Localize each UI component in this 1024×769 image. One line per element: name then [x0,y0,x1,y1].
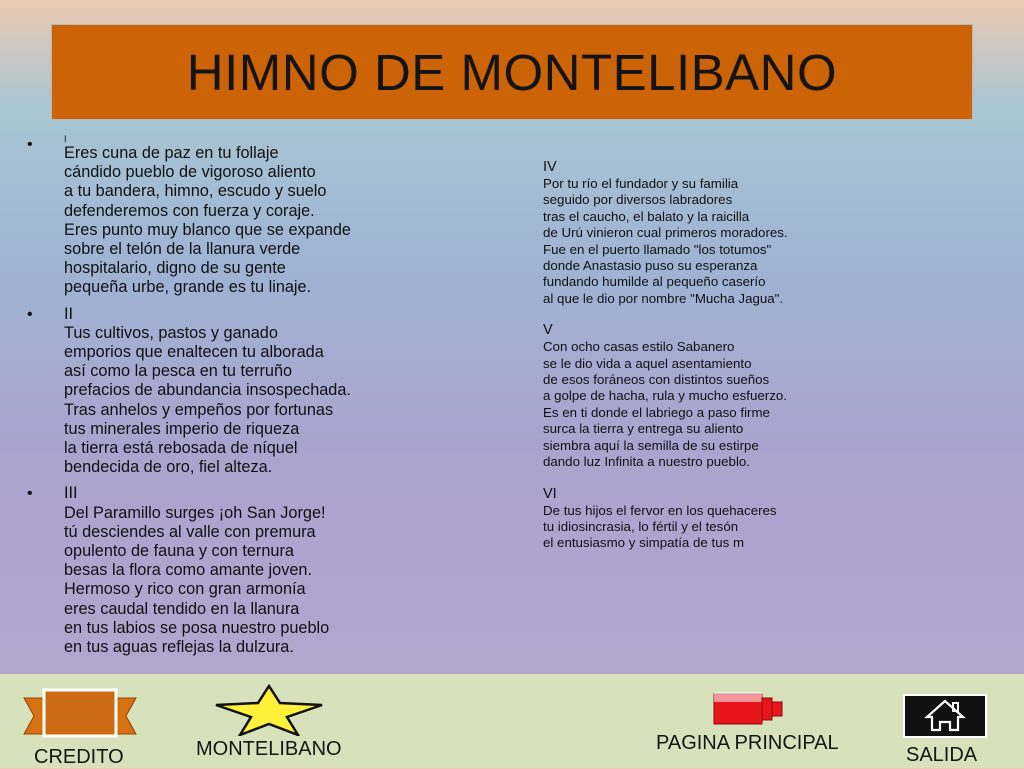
stanza-line: dando luz Infinita a nuestro pueblo. [543,454,750,470]
stanza-line: de Urú vinieron cual primeros moradores. [543,225,788,241]
stanza-line: defenderemos con fuerza y coraje. [64,201,315,220]
stanza-number: II [64,304,74,323]
monitor-icon [22,684,138,746]
stanza-number: IV [543,159,557,175]
stanza-line: De tus hijos el fervor en los quehaceres [543,502,777,518]
bullet: • [27,136,33,153]
star-icon [214,684,324,736]
stanza-number: V [543,322,553,339]
stanza-line: emporios que enaltecen tu alborada [64,343,324,362]
stanza-line: al que le dio por nombre "Mucha Jagua". [543,290,784,306]
stanza-line: se le dio vida a aquel asentamiento [543,355,752,371]
stanza-line: Por tu río el fundador y su familia [543,176,739,191]
stanza-number: VI [543,485,557,502]
stanza-line: prefacios de abundancia insospechada. [64,381,351,400]
stanza-line: Con ocho casas estilo Sabanero [543,339,735,355]
stanza-line: a golpe de hacha, rula y mucho esfuerzo. [543,388,787,404]
home-icon [903,694,987,738]
bottom-nav-bar [0,674,1024,768]
stanza-line: en tus aguas reflejas la dulzura. [64,638,294,657]
stanza-line: fundando humilde al pequeño caserío [543,274,766,290]
bullet: • [27,305,33,323]
title-banner [51,24,973,120]
salida-button[interactable] [900,694,994,768]
stanza-6 [543,486,883,552]
flag-icon [712,688,784,730]
credito-button[interactable] [22,684,138,768]
stanza-number: III [64,484,78,503]
stanza-line: donde Anastasio puso su esperanza [543,258,758,274]
stanza-line: la tierra está rebosada de níquel [64,439,298,458]
stanza-line: Tras anhelos y empeños por fortunas [64,400,334,419]
stanza-line: seguido por diversos labradores [543,192,733,208]
stanza-line: a tu bandera, himno, escudo y suelo [64,182,327,201]
stanza-2 [24,305,424,478]
stanza-line: bendecida de oro, fiel alteza. [64,458,273,477]
stanza-line: besas la flora como amante joven. [64,561,312,580]
stanza-line: Es en ti donde el labriego a paso firme [543,404,770,420]
stanza-line: de esos foráneos con distintos sueños [543,372,770,388]
stanza-line: pequeña urbe, grande es tu linaje. [64,278,312,297]
stanza-line: Hermoso y rico con gran armonía [64,580,306,599]
stanza-4 [543,159,883,307]
stanza-line: hospitalario, digno de su gente [64,259,286,278]
stanza-line: eres caudal tendido en la llanura [64,599,300,618]
montelibano-button[interactable] [196,684,366,768]
stanza-1 [24,135,424,298]
pagina-principal-label: PAGINA PRINCIPAL [656,732,839,754]
stanza-line: siembra aquí la semilla de su estirpe [543,437,759,453]
salida-label: SALIDA [906,744,978,766]
left-column [24,135,424,664]
stanza-line: tu idiosincrasia, lo fértil y el tesón [543,518,739,534]
pagina-principal-button[interactable] [650,684,860,758]
stanza-line: en tus labios se posa nuestro pueblo [64,618,330,637]
stanza-line: tus minerales imperio de riqueza [64,419,300,438]
stanza-line: sobre el telón de la llanura verde [64,240,301,259]
stanza-line: cándido pueblo de vigoroso aliento [64,163,316,182]
stanza-line: el entusiasmo y simpatía de tus m [543,535,745,551]
right-column [543,159,883,567]
stanza-line: así como la pesca en tu terruño [64,362,293,381]
stanza-5 [543,322,883,470]
bullet: • [27,485,33,503]
credito-label: CREDITO [34,746,124,768]
stanza-line: surca la tierra y entrega su aliento [543,421,744,437]
stanza-line: Eres punto muy blanco que se expande [64,220,351,239]
stanza-line: Tus cultivos, pastos y ganado [64,323,278,342]
stanza-line: Eres cuna de paz en tu follaje [64,144,279,162]
montelibano-label: MONTELIBANO [196,738,342,760]
stanza-line: Fue en el puerto llamado "los totumos" [543,241,772,257]
stanza-line: opulento de fauna y con ternura [64,542,294,561]
stanza-line: tú desciendes al valle con premura [64,522,316,541]
stanza-line: Del Paramillo surges ¡oh San Jorge! [64,503,326,522]
page-title: HIMNO DE MONTELIBANO [186,43,838,101]
stanza-number: I [64,134,67,144]
stanza-3 [24,484,424,657]
stanza-line: tras el caucho, el balato y la raicilla [543,208,750,224]
